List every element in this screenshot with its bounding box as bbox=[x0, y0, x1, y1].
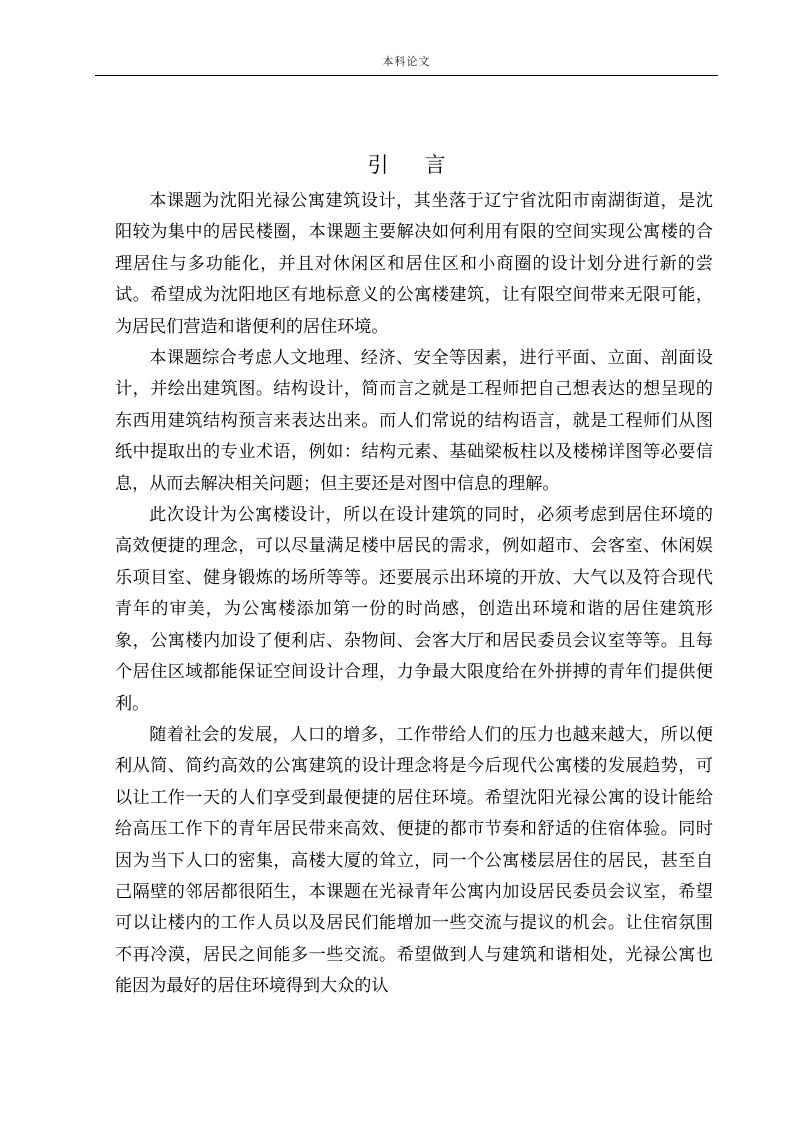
section-title-char: 言 bbox=[424, 153, 446, 178]
section-title bbox=[95, 150, 718, 180]
running-header bbox=[95, 55, 718, 76]
section-title-char: 引 bbox=[367, 153, 389, 178]
paragraph: 本课题为沈阳光禄公寓建筑设计，其坐落于辽宁省沈阳市南湖街道，是沈阳较为集中的居民楼圈，本课题主要解决如何利用有限的空间实现公寓楼的合理居住与多功能化，并且对休闲区和居住区和小商圈的设计划分进行新的尝试。希望成为沈阳地区有地标意义的公寓楼建筑，让有限空间带来无限可能，为居民们营造和谐便利的居住环境。 bbox=[115, 191, 713, 337]
paragraph: 随着社会的发展，人口的增多，工作带给人们的压力也越来越大，所以便利从简、简约高效的公寓建筑的设计理念将是今后现代公寓楼的发展趋势，可以让工作一天的人们享受到最便捷的居住环境。希望沈阳光禄公寓的设计能给给高压工作下的青年居民带来高效、便捷的都市节奏和舒适的住宿体验。同时因为当下人口的密集，高楼大厦的耸立，同一个公寓楼层居住的居民，甚至自己隔壁的邻居都很陌生，本课题在光禄青年公寓内加设居民委员会议室，希望可以让楼内的工作人员以及居民们能增加一些交流与提议的机会。让住宿氛围不再冷漠，居民之间能多一些交流。希望做到人与建筑和谐相处，光禄公寓也能因为最好的居住环境得到大众的认 bbox=[115, 724, 713, 997]
paragraph: 此次设计为公寓楼设计，所以在设计建筑的同时，必须考虑到居住环境的高效便捷的理念，可以尽量满足楼中居民的需求，例如超市、会客室、休闲娱乐项目室、健身锻炼的场所等等。还要展示出环境的开放、大气以及符合现代青年的审美，为公寓楼添加第一份的时尚感，创造出环境和谐的居住建筑形象，公寓楼内加设了便利店、杂物间、会客大厅和居民委员会议室等等。且每个居住区域都能保证空间设计合理，力争最大限度给在外拼搏的青年们提供便利。 bbox=[115, 505, 713, 714]
body-text bbox=[115, 186, 713, 1003]
paragraph: 本课题综合考虑人文地理、经济、安全等因素，进行平面、立面、剖面设计，并绘出建筑图。结构设计，简而言之就是工程师把自己想表达的想呈现的东西用建筑结构预言来表达出来。而人们常说的结构语言，就是工程师们从图纸中提取出的专业术语，例如：结构元素、基础梁板柱以及楼梯详图等必要信息，从而去解决相关问题；但主要还是对图中信息的理解。 bbox=[115, 348, 713, 494]
running-header-title: 本科论文 bbox=[382, 55, 431, 68]
